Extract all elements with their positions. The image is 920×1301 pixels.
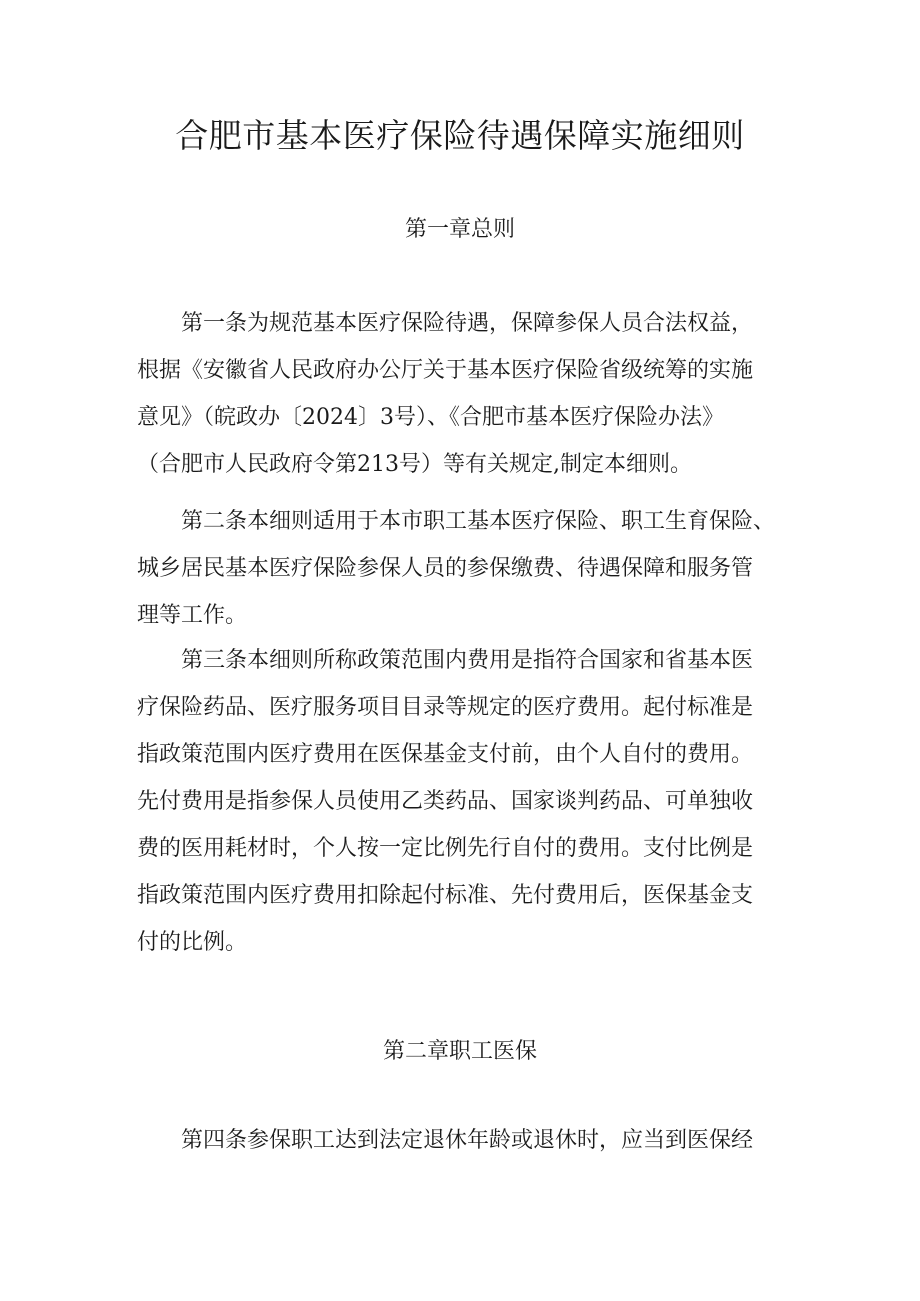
article-3 bbox=[137, 637, 797, 966]
article-1-line: （合肥市人民政府令第213号）等有关规定,制定本细则。 bbox=[137, 452, 692, 477]
article-2 bbox=[137, 498, 797, 639]
document-title: 合肥市基本医疗保险待遇保障实施细则 bbox=[175, 116, 745, 155]
article-4 bbox=[137, 1117, 797, 1164]
article-4-line: 第四条参保职工达到法定退休年龄或退休时，应当到医保经 bbox=[181, 1128, 754, 1153]
article-2-line: 第二条本细则适用于本市职工基本医疗保险、职工生育保险、 bbox=[181, 509, 776, 534]
article-1-line: 意见》（皖政办〔2024〕3号）、《合肥市基本医疗保险办法》 bbox=[137, 405, 724, 430]
article-1 bbox=[137, 300, 797, 488]
chapter-heading-1: 第一章总则 bbox=[404, 217, 515, 242]
article-2-line: 理等工作。 bbox=[137, 603, 248, 628]
article-3-line: 疗保险药品、医疗服务项目目录等规定的医疗费用。起付标准是 bbox=[137, 695, 754, 720]
chapter-heading-2: 第二章职工医保 bbox=[382, 1039, 537, 1064]
article-2-line: 城乡居民基本医疗保险参保人员的参保缴费、待遇保障和服务管 bbox=[137, 556, 754, 581]
article-3-line: 指政策范围内医疗费用在医保基金支付前，由个人自付的费用。 bbox=[137, 742, 754, 767]
article-3-line: 第三条本细则所称政策范围内费用是指符合国家和省基本医 bbox=[181, 648, 754, 673]
article-1-line: 第一条为规范基本医疗保险待遇，保障参保人员合法权益， bbox=[181, 311, 754, 336]
article-1-line: 根据《安徽省人民政府办公厅关于基本医疗保险省级统筹的实施 bbox=[137, 358, 754, 383]
article-3-line: 先付费用是指参保人员使用乙类药品、国家谈判药品、可单独收 bbox=[137, 789, 754, 814]
article-3-line: 费的医用耗材时，个人按一定比例先行自付的费用。支付比例是 bbox=[137, 836, 754, 861]
article-3-line: 付的比例。 bbox=[137, 930, 248, 955]
article-3-line: 指政策范围内医疗费用扣除起付标准、先付费用后，医保基金支 bbox=[137, 883, 754, 908]
